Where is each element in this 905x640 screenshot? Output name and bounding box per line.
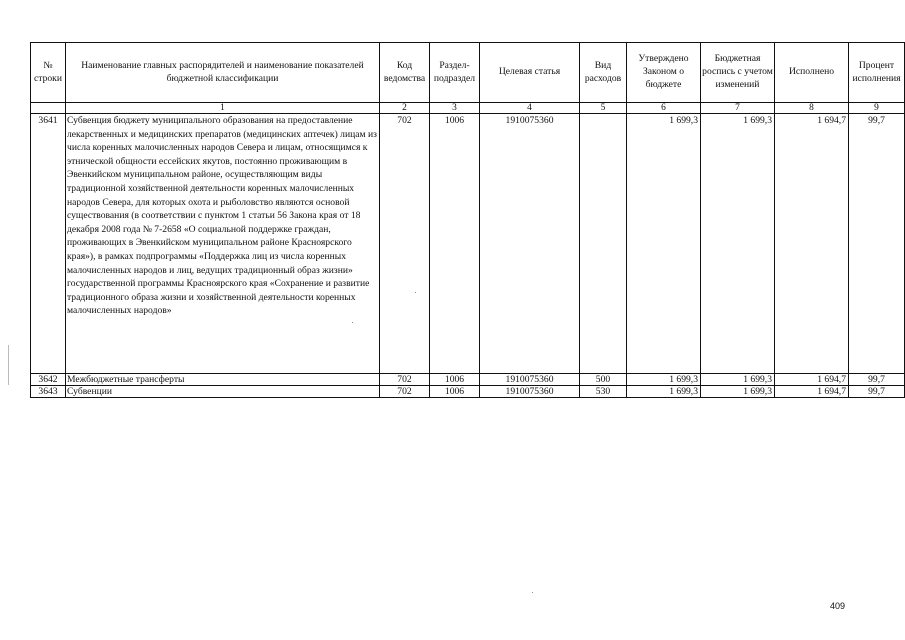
row-expense-type: 530 [580, 386, 627, 398]
table-row [31, 374, 905, 386]
row-target-article: 1910075360 [480, 114, 580, 374]
row-name: Межбюджетные трансферты [66, 374, 380, 386]
header-executed: Исполнено [775, 43, 849, 103]
row-executed: 1 694,7 [775, 374, 849, 386]
row-approved: 1 699,3 [627, 374, 701, 386]
row-number: 3641 [31, 114, 66, 374]
column-number: 5 [580, 103, 627, 114]
budget-execution-table [30, 42, 905, 398]
header-expense-type: Вид расходов [580, 43, 627, 103]
row-dept-code: 702 [380, 374, 430, 386]
column-number: 2 [380, 103, 430, 114]
column-number-row [31, 103, 905, 114]
row-percent: 99,7 [849, 114, 905, 374]
row-name: Субвенция бюджету муниципального образования на предоставление лекарственных и медицинских препаратов (медицинских аптечек) лицам из числа коренных малочисленных народов Севера и лицам, относящимся к этнической общности ессейских якутов, постоянно проживающим в Эвенкийском муниципальном районе, осуществляющим виды традиционной хозяйственной деятельности коренных малочисленных народов Севера, для которых охота и рыболовство являются основой существования (в соответствии с пунктом 1 статьи 56 Закона края от 18 декабря 2008 года № 7-2658 «О социальной поддержке граждан, проживающих в Эвенкийском муниципальном районе Красноярского края»), в рамках подпрограммы «Поддержка лиц из числа коренных малочисленных народов и лиц, ведущих традиционный образ жизни» государственной программы Красноярского края «Сохранение и развитие традиционного образа жизни и хозяйственной деятельности коренных малочисленных народов» [66, 114, 380, 374]
row-approved: 1 699,3 [627, 386, 701, 398]
column-number: 6 [627, 103, 701, 114]
header-dept-code: Код ведомства [380, 43, 430, 103]
row-section: 1006 [430, 374, 480, 386]
row-number: 3642 [31, 374, 66, 386]
column-number: 1 [66, 103, 380, 114]
column-number: 7 [701, 103, 775, 114]
table-row [31, 386, 905, 398]
column-number-empty [31, 103, 66, 114]
header-approved: Утверждено Законом о бюджете [627, 43, 701, 103]
row-expense-type [580, 114, 627, 374]
row-percent: 99,7 [849, 386, 905, 398]
column-number: 3 [430, 103, 480, 114]
row-number: 3643 [31, 386, 66, 398]
header-target-article: Целевая статья [480, 43, 580, 103]
row-section: 1006 [430, 386, 480, 398]
row-budget-schedule: 1 699,3 [701, 386, 775, 398]
row-budget-schedule: 1 699,3 [701, 374, 775, 386]
column-number: 4 [480, 103, 580, 114]
row-dept-code: 702 [380, 114, 430, 374]
table-row [31, 114, 905, 374]
page-number: 409 [830, 601, 846, 611]
row-budget-schedule: 1 699,3 [701, 114, 775, 374]
header-row [31, 43, 905, 103]
row-percent: 99,7 [849, 374, 905, 386]
row-executed: 1 694,7 [775, 386, 849, 398]
row-section: 1006 [430, 114, 480, 374]
scan-speck [415, 292, 416, 293]
row-target-article: 1910075360 [480, 386, 580, 398]
scan-speck [352, 322, 353, 323]
row-target-article: 1910075360 [480, 374, 580, 386]
row-dept-code: 702 [380, 386, 430, 398]
scan-speck [8, 345, 9, 385]
header-budget-schedule: Бюджетная роспись с учетом изменений [701, 43, 775, 103]
header-percent: Процент исполнения [849, 43, 905, 103]
column-number: 9 [849, 103, 905, 114]
row-executed: 1 694,7 [775, 114, 849, 374]
scan-speck [532, 592, 533, 593]
row-name: Субвенции [66, 386, 380, 398]
column-number: 8 [775, 103, 849, 114]
row-approved: 1 699,3 [627, 114, 701, 374]
header-name: Наименование главных распорядителей и наименование показателей бюджетной классификации [66, 43, 380, 103]
header-section: Раздел-подраздел [430, 43, 480, 103]
header-row-number: № строки [31, 43, 66, 103]
row-expense-type: 500 [580, 374, 627, 386]
